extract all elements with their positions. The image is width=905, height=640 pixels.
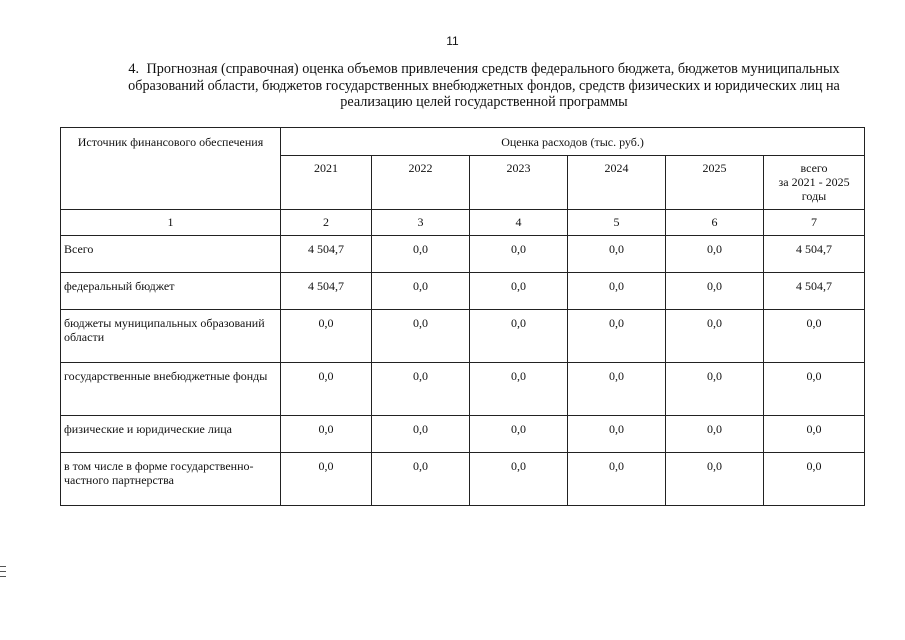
year-header: 2023: [470, 156, 568, 210]
column-number: 1: [61, 210, 281, 236]
year-header: 2024: [568, 156, 666, 210]
cell-value: 0,0: [470, 416, 568, 453]
cell-value: 0,0: [372, 236, 470, 273]
year-header: 2025: [666, 156, 764, 210]
cell-value: 0,0: [372, 273, 470, 310]
column-number: 7: [764, 210, 865, 236]
column-number: 2: [281, 210, 372, 236]
cell-value: 0,0: [666, 310, 764, 363]
table-row: [61, 236, 865, 273]
cell-value: 0,0: [764, 453, 865, 506]
cell-value: 0,0: [372, 310, 470, 363]
column-number: 5: [568, 210, 666, 236]
cell-value: 4 504,7: [764, 236, 865, 273]
year-header: 2022: [372, 156, 470, 210]
cell-value: 0,0: [568, 363, 666, 416]
source-column-header: Источник финансового обеспечения: [61, 128, 281, 210]
cell-value: 0,0: [568, 453, 666, 506]
table-row: [61, 273, 865, 310]
cell-value: 0,0: [666, 236, 764, 273]
table-row: [61, 416, 865, 453]
cell-value: 0,0: [470, 453, 568, 506]
column-number: 6: [666, 210, 764, 236]
cell-value: 0,0: [281, 453, 372, 506]
cell-value: 0,0: [568, 416, 666, 453]
cell-value: 0,0: [764, 416, 865, 453]
row-label: государственные внебюджетные фонды: [61, 363, 281, 416]
section-number: 4.: [128, 61, 139, 77]
cell-value: 0,0: [470, 363, 568, 416]
cell-value: 0,0: [666, 453, 764, 506]
total-header: [764, 156, 865, 210]
page-number: 11: [446, 34, 459, 48]
cell-value: 0,0: [470, 310, 568, 363]
row-label: физические и юридические лица: [61, 416, 281, 453]
column-number: 4: [470, 210, 568, 236]
table-row: [61, 363, 865, 416]
cell-value: 0,0: [281, 416, 372, 453]
cell-value: 0,0: [372, 453, 470, 506]
row-label: Всего: [61, 236, 281, 273]
cell-value: 0,0: [764, 310, 865, 363]
cell-value: 4 504,7: [764, 273, 865, 310]
cell-value: 4 504,7: [281, 236, 372, 273]
year-header: 2021: [281, 156, 372, 210]
cell-value: 0,0: [568, 236, 666, 273]
total-header-label: всего за 2021 - 2025 годы: [778, 161, 850, 203]
cell-value: 0,0: [372, 363, 470, 416]
cell-value: 0,0: [281, 363, 372, 416]
cell-value: 0,0: [666, 363, 764, 416]
cell-value: 0,0: [281, 310, 372, 363]
cell-value: 0,0: [666, 416, 764, 453]
row-label: федеральный бюджет: [61, 273, 281, 310]
cell-value: 0,0: [470, 236, 568, 273]
section-title: Прогнозная (справочная) оценка объемов привлечения средств федерального бюджета, бюджетов муниципальных образований области, бюджетов государственных внебюджетных фондов, средств физических и юридических лиц на реализацию целей государственной программы: [128, 61, 840, 110]
table-row: [61, 453, 865, 506]
cell-value: 4 504,7: [281, 273, 372, 310]
cell-value: 0,0: [666, 273, 764, 310]
section-heading: [104, 61, 864, 111]
cell-value: 0,0: [568, 310, 666, 363]
table-row: [61, 310, 865, 363]
cell-value: 0,0: [568, 273, 666, 310]
cell-value: 0,0: [764, 363, 865, 416]
column-number: 3: [372, 210, 470, 236]
row-label: бюджеты муниципальных образований области: [61, 310, 281, 363]
scan-margin-marks: [0, 566, 6, 581]
expense-estimate-header: Оценка расходов (тыс. руб.): [281, 128, 865, 156]
cell-value: 0,0: [470, 273, 568, 310]
cell-value: 0,0: [372, 416, 470, 453]
financing-table: [60, 127, 865, 506]
row-label: в том числе в форме государственно-частного партнерства: [61, 453, 281, 506]
